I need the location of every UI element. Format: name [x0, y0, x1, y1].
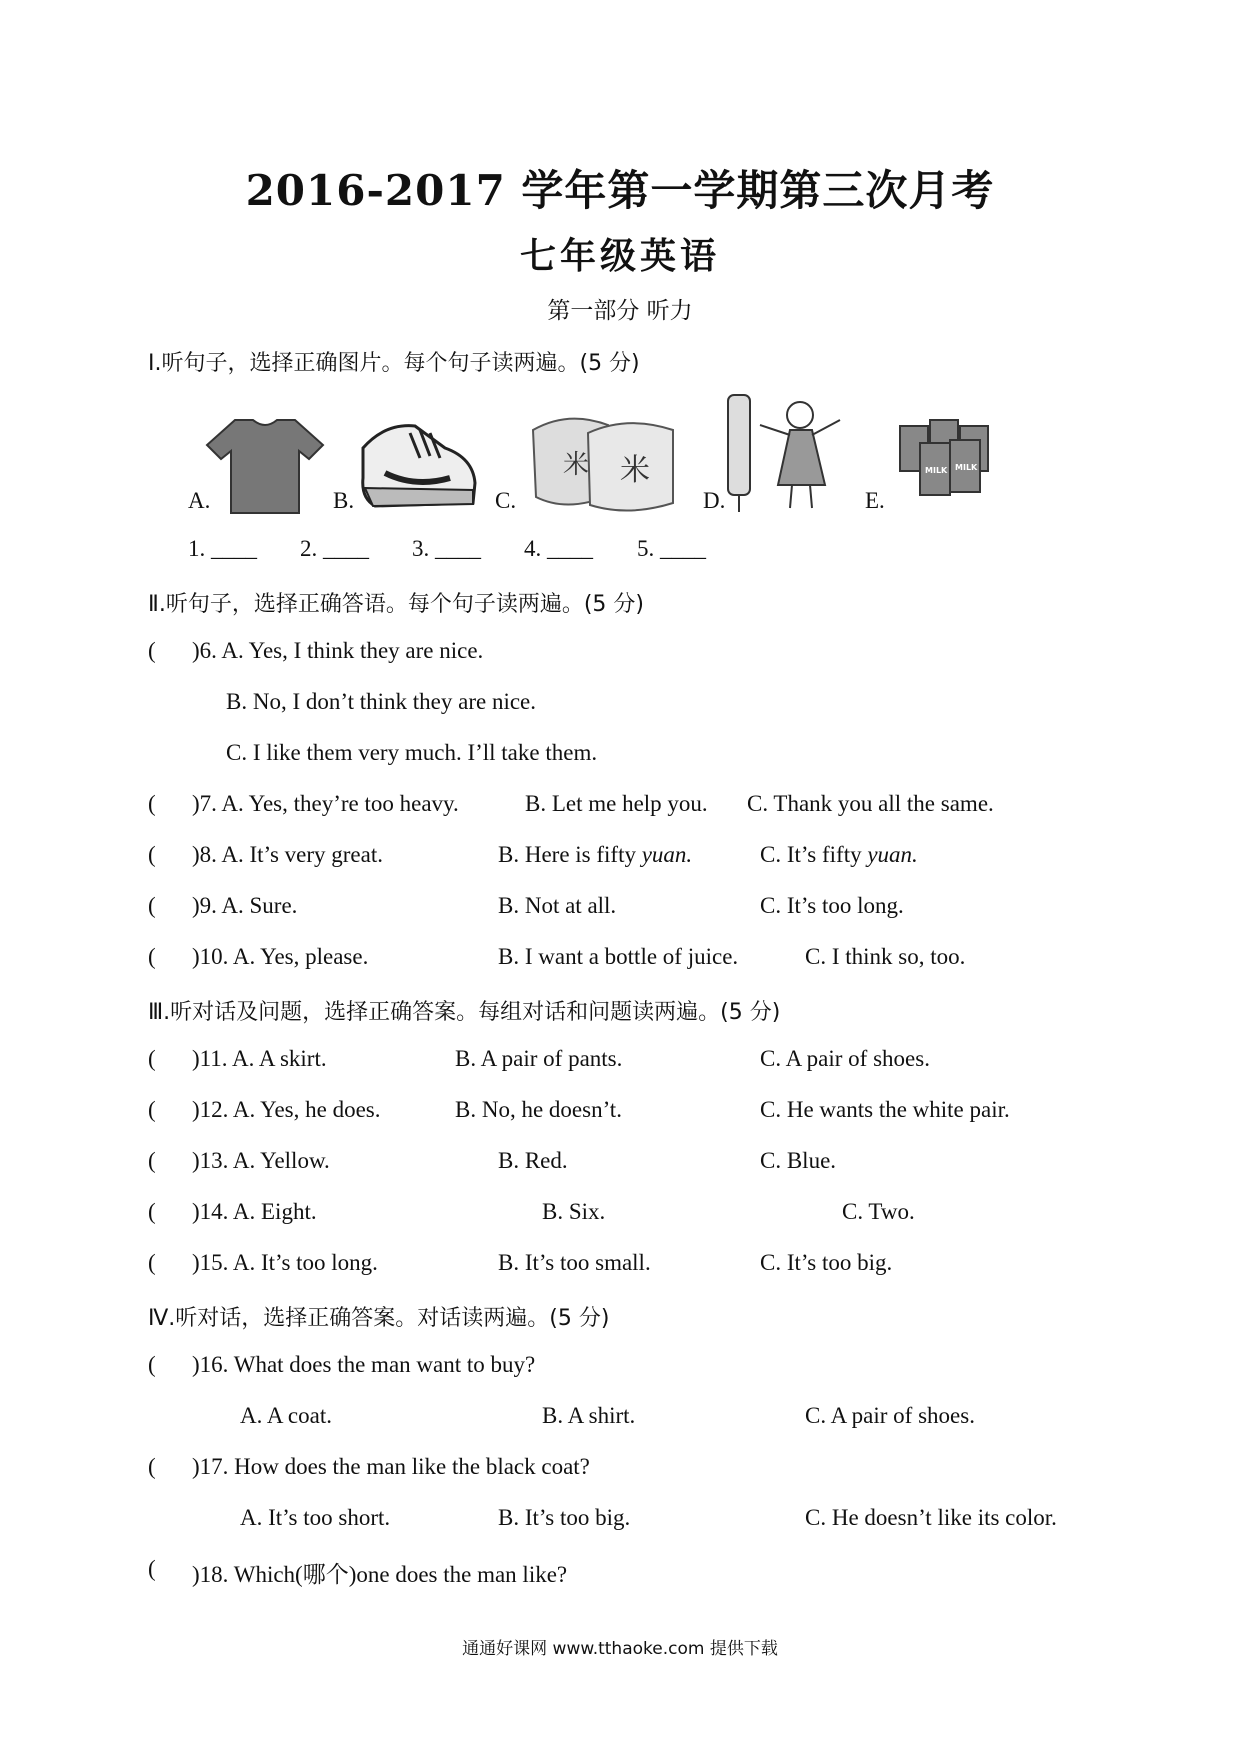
section-1-heading: Ⅰ.听句子，选择正确图片。每个句子读两遍。(5 分)	[148, 351, 640, 376]
q8-option-a: )8. A. It’s very great.	[192, 842, 383, 867]
svg-text:MILK: MILK	[955, 463, 978, 472]
q9-option-a: )9. A. Sure.	[192, 893, 298, 918]
svg-text:MILK: MILK	[925, 466, 948, 475]
picture-letter-b: B.	[333, 488, 355, 513]
q8-option-c-text: C. It’s fifty	[760, 842, 868, 867]
section-3-heading: Ⅲ.听对话及问题，选择正确答案。每组对话和问题读两遍。(5 分)	[148, 1000, 781, 1025]
q10-option-c: C. I think so, too.	[805, 944, 966, 969]
q15-option-a: )15. A. It’s too long.	[192, 1250, 378, 1275]
milk-cartons-icon	[895, 408, 995, 498]
answer-paren-11[interactable]: (	[148, 1046, 156, 1071]
q14-option-a: )14. A. Eight.	[192, 1199, 317, 1224]
answer-paren-12[interactable]: (	[148, 1097, 156, 1122]
picture-letter-c: C.	[495, 488, 517, 513]
q7-option-c: C. Thank you all the same.	[747, 791, 994, 816]
answer-paren-17[interactable]: (	[148, 1454, 156, 1479]
q12-option-b: B. No, he doesn’t.	[455, 1097, 622, 1122]
picture-letter-d: D.	[703, 488, 726, 513]
q9-option-b: B. Not at all.	[498, 893, 617, 918]
answer-paren-18[interactable]: (	[148, 1556, 156, 1581]
q18-stem: )18. Which(哪个)one does the man like?	[192, 1562, 568, 1587]
q6-option-b: B. No, I don’t think they are nice.	[226, 689, 537, 714]
q16-option-a: A. A coat.	[240, 1403, 332, 1428]
q10-option-a: )10. A. Yes, please.	[192, 944, 369, 969]
answer-paren-13[interactable]: (	[148, 1148, 156, 1173]
exam-title: 2016-2017 学年第一学期第三次月考	[245, 166, 995, 215]
q17-option-c: C. He doesn’t like its color.	[805, 1505, 1057, 1530]
q8-option-c	[760, 842, 918, 868]
part-heading: 第一部分 听力	[547, 298, 693, 324]
q16-option-b: B. A shirt.	[542, 1403, 636, 1428]
q8-option-c-yuan: yuan.	[867, 842, 918, 867]
picture-letter-e: E.	[865, 488, 885, 513]
answer-paren-15[interactable]: (	[148, 1250, 156, 1275]
girl-and-ruler-icon	[720, 390, 850, 515]
t-shirt-icon	[205, 415, 325, 515]
q11-option-b: B. A pair of pants.	[455, 1046, 623, 1071]
answer-paren-14[interactable]: (	[148, 1199, 156, 1224]
q11-option-a: )11. A. A skirt.	[192, 1046, 327, 1071]
svg-text:米: 米	[620, 453, 650, 488]
q17-option-b: B. It’s too big.	[498, 1505, 631, 1530]
q8-option-b-yuan: yuan.	[641, 842, 693, 867]
q8-option-b	[498, 842, 692, 868]
q17-stem: )17. How does the man like the black coat?	[192, 1454, 590, 1479]
svg-text:米: 米	[563, 450, 590, 480]
blank-1[interactable]: 1. ____	[188, 536, 257, 561]
answer-paren-8[interactable]: (	[148, 842, 156, 867]
blank-5[interactable]: 5. ____	[637, 536, 706, 561]
page-footer: 通通好课网 www.tthaoke.com 提供下载	[462, 1639, 778, 1659]
q13-option-c: C. Blue.	[760, 1148, 837, 1173]
answer-paren-7[interactable]: (	[148, 791, 156, 816]
q12-option-c: C. He wants the white pair.	[760, 1097, 1010, 1122]
q6-option-c: C. I like them very much. I’ll take them.	[226, 740, 598, 765]
section-4-heading: Ⅳ.听对话，选择正确答案。对话读两遍。(5 分)	[148, 1306, 610, 1331]
blank-2[interactable]: 2. ____	[300, 536, 369, 561]
q7-option-a: )7. A. Yes, they’re too heavy.	[192, 791, 459, 816]
q12-option-a: )12. A. Yes, he does.	[192, 1097, 381, 1122]
q13-option-a: )13. A. Yellow.	[192, 1148, 330, 1173]
answer-paren-16[interactable]: (	[148, 1352, 156, 1377]
q9-option-c: C. It’s too long.	[760, 893, 904, 918]
picture-letter-a: A.	[188, 488, 211, 513]
q16-option-c: C. A pair of shoes.	[805, 1403, 975, 1428]
section-2-heading: Ⅱ.听句子，选择正确答语。每个句子读两遍。(5 分)	[148, 592, 644, 617]
exam-subtitle: 七年级英语	[519, 235, 720, 277]
blank-4[interactable]: 4. ____	[524, 536, 593, 561]
answer-paren-6[interactable]: (	[148, 638, 156, 663]
q16-stem: )16. What does the man want to buy?	[192, 1352, 536, 1377]
q6-option-a: )6. A. Yes, I think they are nice.	[192, 638, 484, 663]
blank-3[interactable]: 3. ____	[412, 536, 481, 561]
sneaker-icon	[355, 418, 480, 513]
q15-option-c: C. It’s too big.	[760, 1250, 893, 1275]
rice-bags-icon	[528, 405, 678, 513]
q17-option-a: A. It’s too short.	[240, 1505, 391, 1530]
answer-paren-10[interactable]: (	[148, 944, 156, 969]
answer-paren-9[interactable]: (	[148, 893, 156, 918]
q13-option-b: B. Red.	[498, 1148, 568, 1173]
q15-option-b: B. It’s too small.	[498, 1250, 651, 1275]
q14-option-c: C. Two.	[842, 1199, 915, 1224]
q14-option-b: B. Six.	[542, 1199, 606, 1224]
q11-option-c: C. A pair of shoes.	[760, 1046, 930, 1071]
q7-option-b: B. Let me help you.	[525, 791, 708, 816]
q10-option-b: B. I want a bottle of juice.	[498, 944, 739, 969]
q8-option-b-text: B. Here is fifty	[498, 842, 642, 867]
